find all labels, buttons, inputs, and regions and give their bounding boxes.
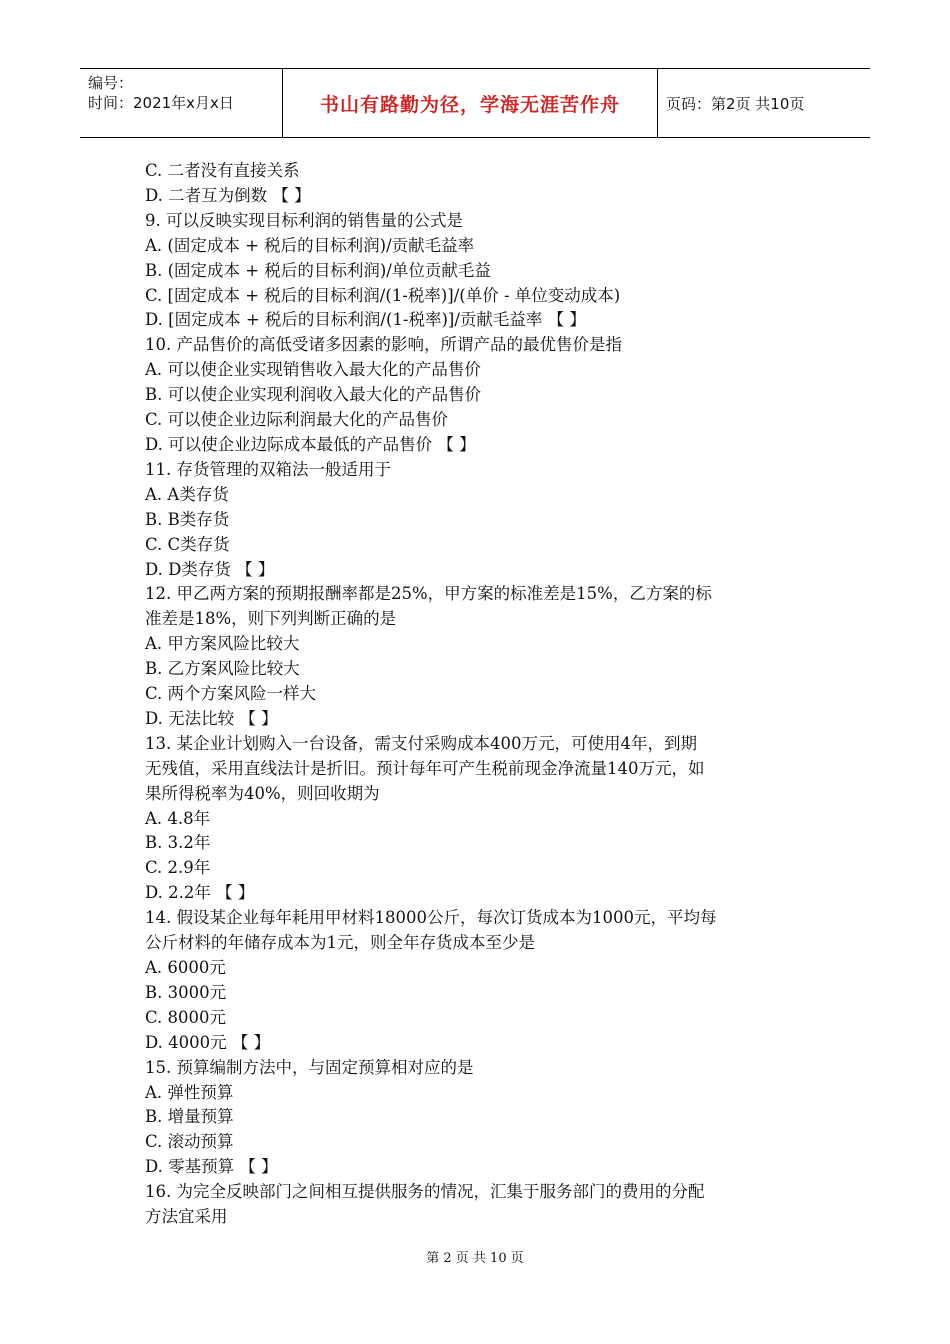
header-motto: 书山有路勤为径，学海无涯苦作舟: [319, 93, 620, 116]
text-line: C. 两个方案风险一样大: [145, 684, 317, 704]
text-line: B. 增量预算: [145, 1107, 234, 1127]
text-line: 准差是18%，则下列判断正确的是: [145, 609, 397, 629]
text-line: D. [固定成本 + 税后的目标利润/(1-税率)]/贡献毛益率 【 】: [145, 310, 586, 330]
text-line: 果所得税率为40%，则回收期为: [145, 783, 380, 803]
text-line: C. 2.9年: [145, 858, 211, 878]
text-line: 13. 某企业计划购入一台设备，需支付采购成本400万元，可使用4年，到期: [145, 733, 697, 753]
page-header: [80, 68, 870, 138]
text-line: C. 8000元: [145, 1007, 227, 1027]
text-line: A. 可以使企业实现销售收入最大化的产品售价: [145, 360, 481, 380]
text-line: A. (固定成本 + 税后的目标利润)/贡献毛益率: [145, 235, 475, 255]
text-line: B. 3.2年: [145, 833, 211, 853]
header-meta: [80, 69, 280, 137]
text-line: D. D类存货 【 】: [145, 559, 275, 579]
text-line: B. (固定成本 + 税后的目标利润)/单位贡献毛益: [145, 260, 491, 280]
text-line: D. 2.2年 【 】: [145, 883, 255, 903]
text-line: 公斤材料的年储存成本为1元，则全年存货成本至少是: [145, 933, 535, 953]
text-line: A. 弹性预算: [145, 1082, 234, 1102]
text-line: 15. 预算编制方法中，与固定预算相对应的是: [145, 1057, 474, 1077]
number-label: 编号：: [88, 74, 134, 92]
text-line: D. 可以使企业边际成本最低的产品售价 【 】: [145, 434, 476, 454]
text-line: C. 二者没有直接关系: [145, 161, 300, 180]
text-line: C. C类存货: [145, 534, 230, 554]
text-line: 9. 可以反映实现目标利润的销售量的公式是: [145, 210, 463, 230]
header-page-info-cell: [658, 69, 870, 137]
text-line: D. 无法比较 【 】: [145, 708, 278, 728]
page-info: 页码：第2页 共10页: [666, 94, 805, 113]
text-line: B. 可以使企业实现利润收入最大化的产品售价: [145, 385, 482, 405]
text-line: C. 滚动预算: [145, 1132, 234, 1152]
page-footer: 第 2 页 共 10 页: [426, 1251, 524, 1266]
text-line: D. 二者互为倒数 【 】: [145, 185, 311, 205]
text-line: D. 零基预算 【 】: [145, 1157, 278, 1177]
text-line: 11. 存货管理的双箱法一般适用于: [145, 459, 391, 479]
text-line: D. 4000元 【 】: [145, 1032, 271, 1052]
text-line: C. [固定成本 + 税后的目标利润/(1-税率)]/(单价 - 单位变动成本): [145, 285, 621, 305]
text-line: A. 6000元: [145, 958, 226, 977]
text-line: B. 乙方案风险比较大: [145, 659, 300, 679]
question-content: [145, 159, 815, 1230]
header-motto-cell: [282, 69, 658, 137]
text-line: 16. 为完全反映部门之间相互提供服务的情况，汇集于服务部门的费用的分配: [145, 1182, 705, 1202]
text-line: A. 4.8年: [145, 808, 211, 828]
text-line: B. 3000元: [145, 982, 227, 1002]
text-line: B. B类存货: [145, 509, 230, 529]
text-line: C. 可以使企业边际利润最大化的产品售价: [145, 410, 449, 430]
text-line: 无残值，采用直线法计是折旧。预计每年可产生税前现金净流量140万元，如: [145, 758, 705, 778]
text-line: 14. 假设某企业每年耗用甲材料18000公斤，每次订货成本为1000元，平均每: [145, 908, 717, 928]
text-line: A. A类存货: [145, 484, 229, 504]
text-line: 12. 甲乙两方案的预期报酬率都是25%，甲方案的标准差是15%，乙方案的标: [145, 584, 712, 604]
text-line: A. 甲方案风险比较大: [145, 634, 300, 654]
text-line: 10. 产品售价的高低受诸多因素的影响，所谓产品的最优售价是指: [145, 335, 622, 355]
time-label: 时间：2021年x月x日: [88, 94, 234, 112]
text-line: 方法宜采用: [145, 1207, 228, 1227]
